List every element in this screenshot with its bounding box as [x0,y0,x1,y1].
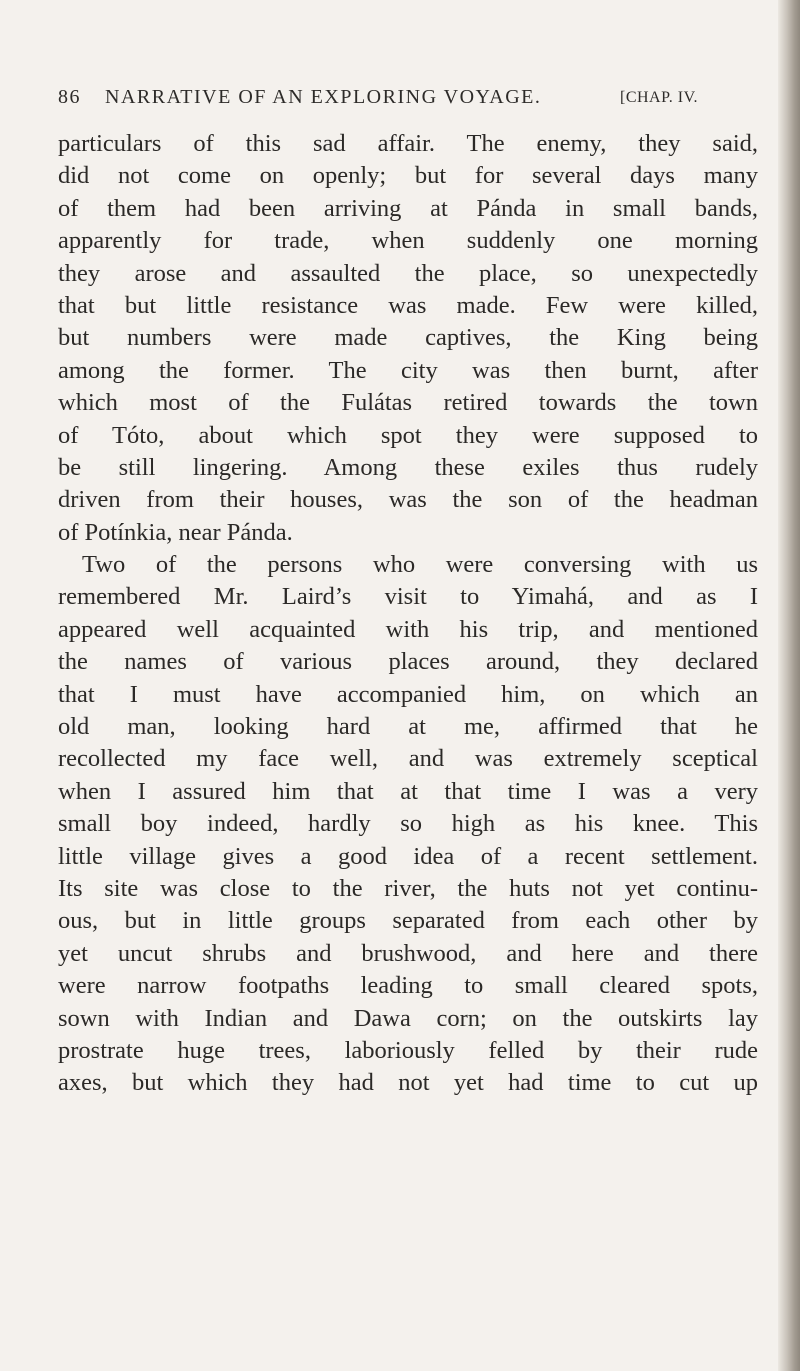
running-header [58,86,758,114]
text-line: apparently for trade, when suddenly one morning [58,227,758,255]
text-line: small boy indeed, hardly so high as his knee. This [58,810,758,838]
text-line: prostrate huge trees, laboriously felled by their rude [58,1036,758,1064]
text-line: driven from their houses, was the son of the headman [58,486,758,514]
text-line: axes, but which they had not yet had time to cut up [58,1069,758,1097]
page-edge-shadow [778,0,800,1371]
text-line: Its site was close to the river, the huts not yet continu- [58,874,758,902]
text-line: Two of the persons who were conversing with us [82,551,758,579]
text-line: ous, but in little groups separated from each other by [58,907,758,935]
text-line: of Tóto, about which spot they were supposed to [58,421,758,449]
chapter-label: [CHAP. IV. [620,89,699,106]
text-line: sown with Indian and Dawa corn; on the outskirts lay [58,1004,758,1032]
text-line: but numbers were made captives, the King being [58,324,758,352]
text-line: old man, looking hard at me, affirmed that he [58,713,758,741]
text-line: that I must have accompanied him, on which an [58,680,758,708]
text-line: did not come on openly; but for several days many [58,162,758,190]
text-line: of them had been arriving at Pánda in small bands, [58,194,758,222]
text-line: among the former. The city was then burnt, after [58,356,758,384]
text-line: recollected my face well, and was extremely sceptical [58,745,758,773]
text-line: the names of various places around, they declared [58,648,758,676]
text-line: be still lingering. Among these exiles thus rudely [58,453,758,481]
text-line: remembered Mr. Laird’s visit to Yimahá, and as I [58,583,758,611]
text-line: appeared well acquainted with his trip, and mentioned [58,615,758,643]
running-title: NARRATIVE OF AN EXPLORING VOYAGE. [105,86,542,108]
text-line: particulars of this sad affair. The enemy, they said, [58,130,758,157]
page-number: 86 [58,86,81,108]
body-text [58,128,758,1100]
text-line: which most of the Fulátas retired towards the town [58,389,758,417]
text-line: little village gives a good idea of a recent settlement. [58,842,758,870]
text-line: that but little resistance was made. Few were killed, [58,291,758,319]
text-line: of Potínkia, near Pánda. [58,518,293,546]
text-line: they arose and assaulted the place, so unexpectedly [58,259,758,287]
text-line: were narrow footpaths leading to small cleared spots, [58,972,758,1000]
text-line: yet uncut shrubs and brushwood, and here and there [58,939,758,967]
text-line: when I assured him that at that time I was a very [58,777,758,805]
